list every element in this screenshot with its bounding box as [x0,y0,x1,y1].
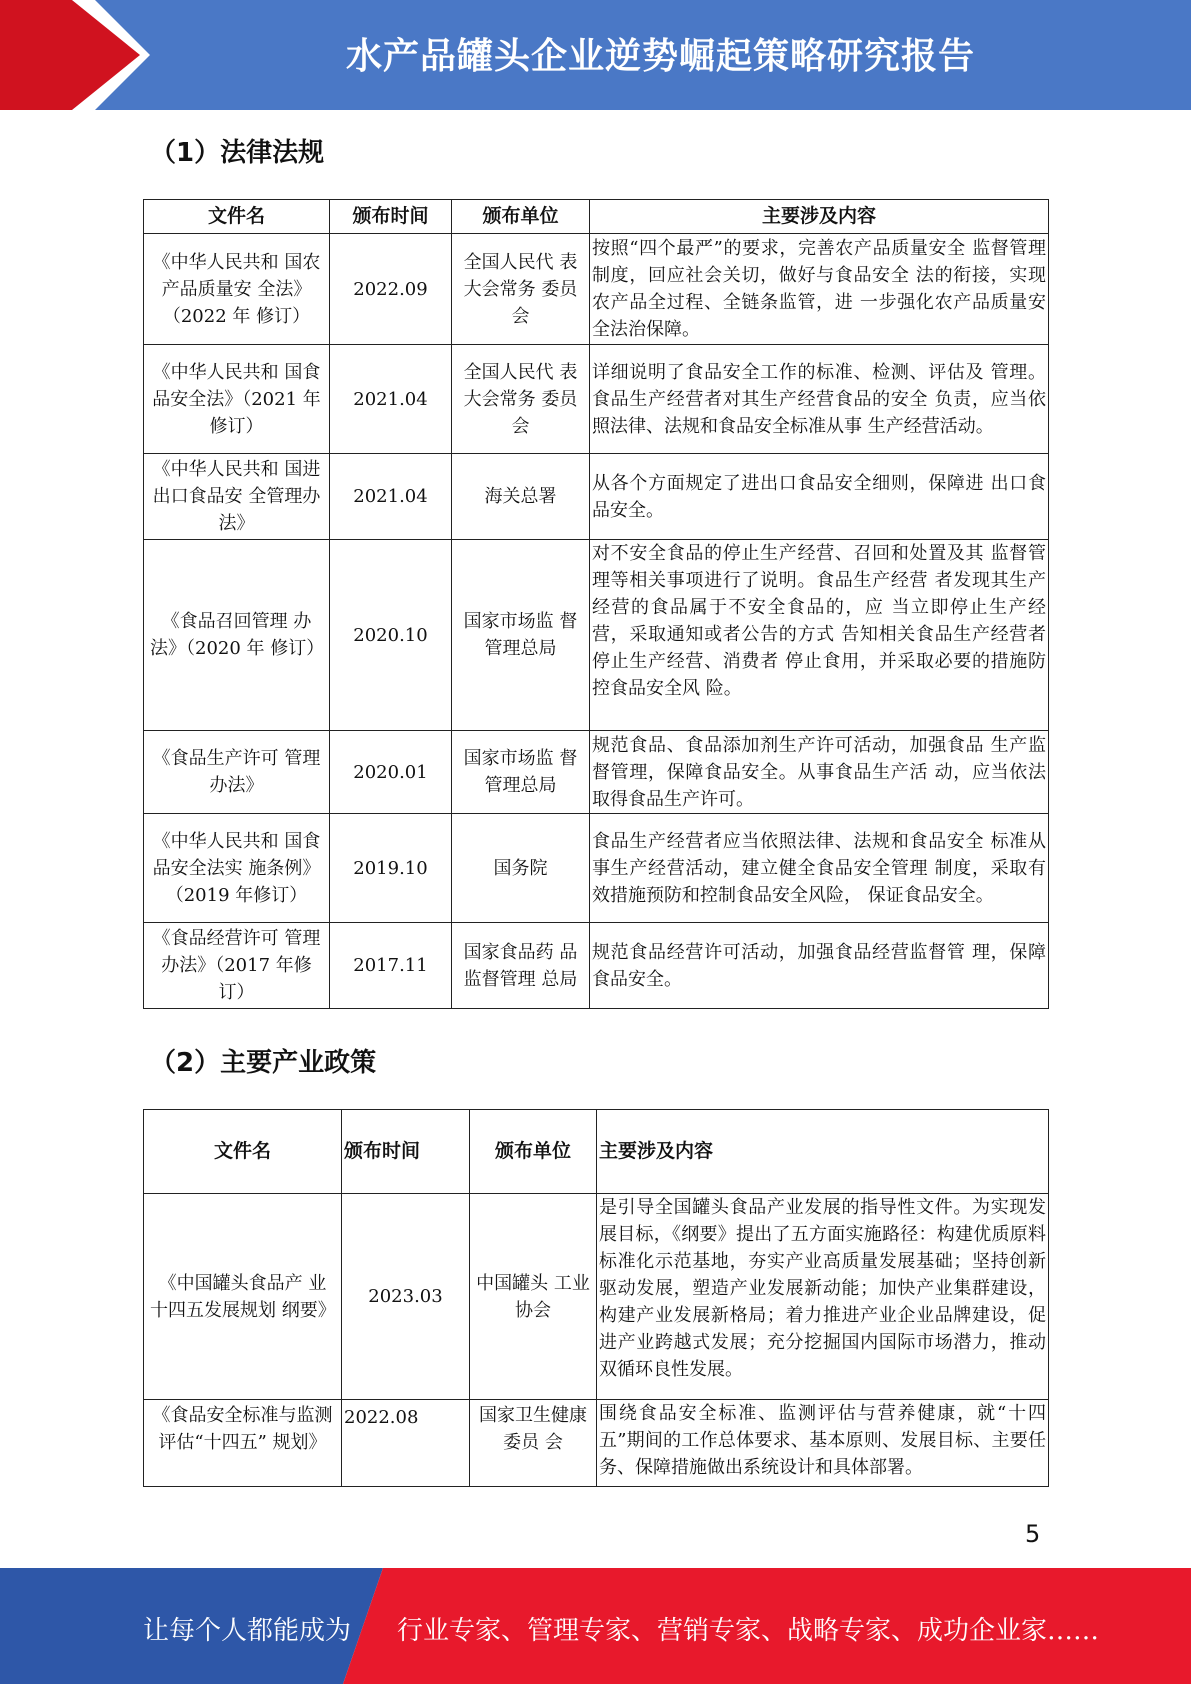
footer-slogan-right: 行业专家、管理专家、营销专家、战略专家、成功企业家…… [397,1616,1100,1646]
footer-slogan-left: 让每个人都能成为 [143,1616,352,1646]
cell-name: 《中华人民共和 国进出口食品安 全管理办法》 [144,454,330,540]
table-row [144,454,1049,540]
cell-content: 详细说明了食品安全工作的标准、检测、评估及 管理。食品生产经营者对其生产经营食品的安全 负责，应当依照法律、法规和食品安全标准从事 生产经营活动。 [590,345,1049,454]
cell-issuer: 国家市场监 督管理总局 [452,731,590,814]
cell-content: 食品生产经营者应当依照法律、法规和食品安全 标准从事生产经营活动，建立健全食品安全管理 制度，采取有效措施预防和控制食品安全风险， 保证食品安全。 [590,814,1049,923]
cell-content-text: 是引导全国罐头食品产业发展的指导性文件。为实现发展目标，《纲要》提出了五方面实施路径：构建优质原料标准化示范基地，夯实产业高质量发展基础；坚持创新驱动发展，塑造产业发展新动能；加快产业集群建设，构建产业发展新格局；着力推进产业企业品牌建设，促进产业跨越式发展；充分挖掘国内国际市场潜力，推动双循环良性发展。 [599,1197,1046,1380]
cell-content: 规范食品经营许可活动，加强食品经营监督管 理，保障食品安全。 [590,923,1049,1009]
cell-issuer: 全国人民代 表大会常务 委员会 [452,345,590,454]
column-header: 颁布单位 [470,1110,597,1194]
laws-table [143,199,1049,1009]
cell-issuer: 中国罐头 工业协会 [470,1194,597,1400]
cell-date: 2020.01 [330,731,452,814]
cell-date: 2020.10 [330,540,452,731]
cell-content: 规范食品、食品添加剂生产许可活动，加强食品 生产监督管理，保障食品安全。从事食品生产活 动，应当依法取得食品生产许可。 [590,731,1049,814]
cell-date: 2022.09 [330,234,452,345]
cell-name: 《中华人民共和 国农产品质量安 全法》（2022 年 修订） [144,234,330,345]
table-row [144,731,1049,814]
cell-issuer: 国务院 [452,814,590,923]
table-row [144,540,1049,731]
cell-content-text: 围绕食品安全标准、监测评估与营养健康，就“十四五”期间的工作总体要求、基本原则、发展目标、主要任务、保障措施做出系统设计和具体部署。 [599,1403,1046,1478]
page-number: 5 [1025,1520,1041,1548]
column-header: 文件名 [144,1110,342,1194]
cell-content: 对不安全食品的停止生产经营、召回和处置及其 监督管理等相关事项进行了说明。食品生产经营 者发现其生产经营的食品属于不安全食品的，应 当立即停止生产经营，采取通知或者公告的方式 告知相关食品生产经营者停止生产经营、消费者 停止食用，并采取必要的措施防控食品安全风 险。 [590,540,1049,731]
cell-name: 《食品召回管理 办法》（2020 年 修订） [144,540,330,731]
column-header: 颁布时间 [342,1110,470,1194]
cell-date: 2019.10 [330,814,452,923]
cell-name: 《中国罐头食品产 业十四五发展规划 纲要》 [144,1194,342,1400]
cell-date: 2021.04 [330,345,452,454]
policy-table [143,1109,1049,1487]
table-row [144,923,1049,1009]
cell-date: 2021.04 [330,454,452,540]
cell-name [144,1400,342,1487]
table-row [144,234,1049,345]
cell-issuer: 国家食品药 品监督管理 总局 [452,923,590,1009]
cell-content: 按照“四个最严”的要求，完善农产品质量安全 监督管理制度，回应社会关切，做好与食品安全 法的衔接，实现农产品全过程、全链条监管，进 一步强化农产品质量安全法治保障。 [590,234,1049,345]
cell-issuer: 全国人民代 表大会常务 委员会 [452,234,590,345]
page-footer [0,1568,1191,1684]
report-title: 水产品罐头企业逆势崛起策略研究报告 [345,36,975,77]
cell-issuer: 国家市场监 督管理总局 [452,540,590,731]
table-row [144,1194,1049,1400]
cell-name: 《食品生产许可 管理办法》 [144,731,330,814]
table-row [144,1400,1049,1487]
cell-name-text: 《食品安全标准与监测评估“十四五” 规划》 [152,1405,333,1453]
cell-content: 从各个方面规定了进出口食品安全细则，保障进 出口食品安全。 [590,454,1049,540]
column-header: 主要涉及内容 [590,200,1049,234]
column-header: 颁布单位 [452,200,590,234]
cell-issuer: 国家卫生健康委员 会 [470,1400,597,1487]
cell-name: 《食品经营许可 管理办法》（2017 年修订） [144,923,330,1009]
page-header [0,0,1191,110]
cell-content [597,1194,1049,1400]
cell-content [597,1400,1049,1487]
cell-name: 《中华人民共和 国食品安全法》（2021 年修订） [144,345,330,454]
table-header-row [144,200,1049,234]
section-heading-laws: （1）法律法规 [150,138,325,168]
table-row [144,814,1049,923]
cell-name: 《中华人民共和 国食品安全法实 施条例》（2019 年修订） [144,814,330,923]
table-header-row [144,1110,1049,1194]
column-header: 主要涉及内容 [597,1110,1049,1194]
cell-date: 2017.11 [330,923,452,1009]
table-row [144,345,1049,454]
cell-date: 2023.03 [342,1194,470,1400]
column-header: 颁布时间 [330,200,452,234]
section-heading-policies: （2）主要产业政策 [150,1048,377,1078]
cell-date: 2022.08 [342,1400,470,1487]
column-header: 文件名 [144,200,330,234]
cell-issuer: 海关总署 [452,454,590,540]
